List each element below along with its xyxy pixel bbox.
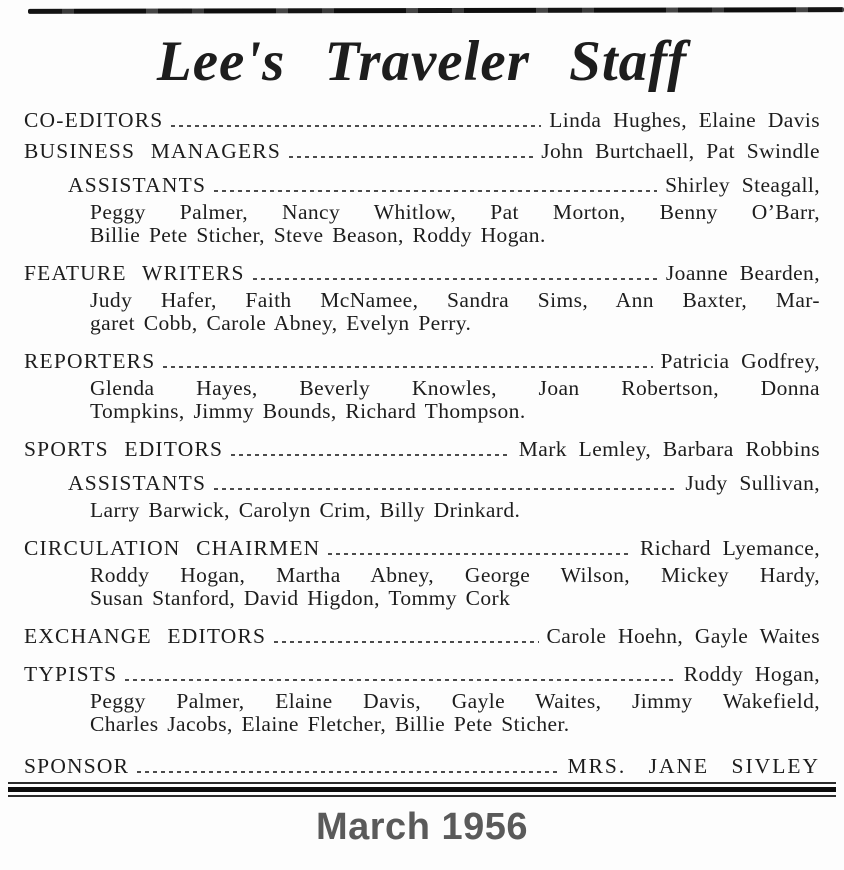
staff-section-row bbox=[24, 754, 820, 778]
dotted-leader bbox=[214, 488, 677, 490]
staff-list bbox=[0, 108, 844, 778]
continuation-line: Peggy Palmer, Elaine Davis, Gayle Waites, Jimmy Wakefield, bbox=[90, 689, 820, 713]
staff-section-row bbox=[24, 437, 820, 461]
continuation-line: Judy Hafer, Faith McNamee, Sandra Sims, Ann Baxter, Mar- bbox=[90, 288, 820, 312]
section-label: CIRCULATION CHAIRMEN bbox=[24, 536, 321, 560]
footer-date: March 1956 bbox=[315, 806, 528, 848]
continuation-line: Charles Jacobs, Elaine Fletcher, Billie Pete Sticher. bbox=[90, 712, 570, 736]
staff-section-row bbox=[24, 139, 820, 163]
dotted-leader bbox=[274, 641, 538, 643]
dotted-leader bbox=[214, 190, 657, 192]
continuation-line: Roddy Hogan, Martha Abney, George Wilson, Mickey Hardy, bbox=[90, 563, 820, 587]
continuation-line: Glenda Hayes, Beverly Knowles, Joan Robertson, Donna bbox=[90, 376, 820, 400]
section-names: Mark Lemley, Barbara Robbins bbox=[518, 437, 820, 461]
staff-section-row bbox=[24, 662, 820, 686]
dotted-leader bbox=[231, 454, 511, 456]
section-names: Shirley Steagall, bbox=[665, 173, 820, 197]
staff-section-row bbox=[24, 261, 820, 285]
section-label: SPORTS EDITORS bbox=[24, 437, 224, 461]
staff-section-row bbox=[24, 624, 820, 648]
staff-section-row bbox=[24, 536, 820, 560]
continuation-line: Peggy Palmer, Nancy Whitlow, Pat Morton, Benny O’Barr, bbox=[90, 200, 820, 224]
divider-rule-thin-top bbox=[8, 782, 836, 784]
continuation-line: Tompkins, Jimmy Bounds, Richard Thompson. bbox=[90, 399, 526, 423]
section-label: FEATURE WRITERS bbox=[24, 261, 245, 285]
section-names: Patricia Godfrey, bbox=[660, 349, 820, 373]
dotted-leader bbox=[125, 679, 676, 681]
page-title: Lee's Traveler Staff bbox=[156, 30, 688, 93]
section-names: MRS. JANE SIVLEY bbox=[567, 754, 820, 778]
section-names: Carole Hoehn, Gayle Waites bbox=[546, 624, 820, 648]
section-label: TYPISTS bbox=[24, 662, 118, 686]
continuation-line: Larry Barwick, Carolyn Crim, Billy Drinkard. bbox=[90, 498, 521, 522]
section-names: Roddy Hogan, bbox=[683, 662, 820, 686]
section-label: SPONSOR bbox=[24, 754, 130, 778]
dotted-leader bbox=[163, 366, 652, 368]
section-names: Linda Hughes, Elaine Davis bbox=[549, 108, 820, 132]
section-names: Richard Lyemance, bbox=[640, 536, 820, 560]
section-label: ASSISTANTS bbox=[68, 471, 207, 495]
dotted-leader bbox=[328, 553, 632, 555]
section-label: BUSINESS MANAGERS bbox=[24, 139, 281, 163]
dotted-leader bbox=[253, 278, 658, 280]
continuation-line: garet Cobb, Carole Abney, Evelyn Perry. bbox=[90, 311, 472, 335]
staff-section-row bbox=[24, 108, 820, 132]
continuation-line: Susan Stanford, David Higdon, Tommy Cork bbox=[90, 586, 511, 610]
divider-rule-thin-bottom bbox=[8, 795, 836, 797]
dotted-leader bbox=[171, 125, 541, 127]
staff-section-row bbox=[24, 349, 820, 373]
scan-artifact-streak bbox=[28, 7, 844, 14]
continuation-line: Billie Pete Sticher, Steve Beason, Roddy Hogan. bbox=[90, 223, 546, 247]
staff-section-row bbox=[68, 471, 820, 495]
section-label: ASSISTANTS bbox=[68, 173, 207, 197]
divider-rule-thick bbox=[8, 787, 836, 792]
section-names: John Burtchaell, Pat Swindle bbox=[541, 139, 820, 163]
dotted-leader bbox=[137, 771, 559, 773]
section-names: Joanne Bearden, bbox=[665, 261, 820, 285]
staff-section-row bbox=[68, 173, 820, 197]
section-label: REPORTERS bbox=[24, 349, 156, 373]
section-names: Judy Sullivan, bbox=[685, 471, 820, 495]
section-label: CO-EDITORS bbox=[24, 108, 164, 132]
dotted-leader bbox=[289, 156, 533, 158]
section-label: EXCHANGE EDITORS bbox=[24, 624, 267, 648]
divider-rule bbox=[8, 782, 836, 797]
